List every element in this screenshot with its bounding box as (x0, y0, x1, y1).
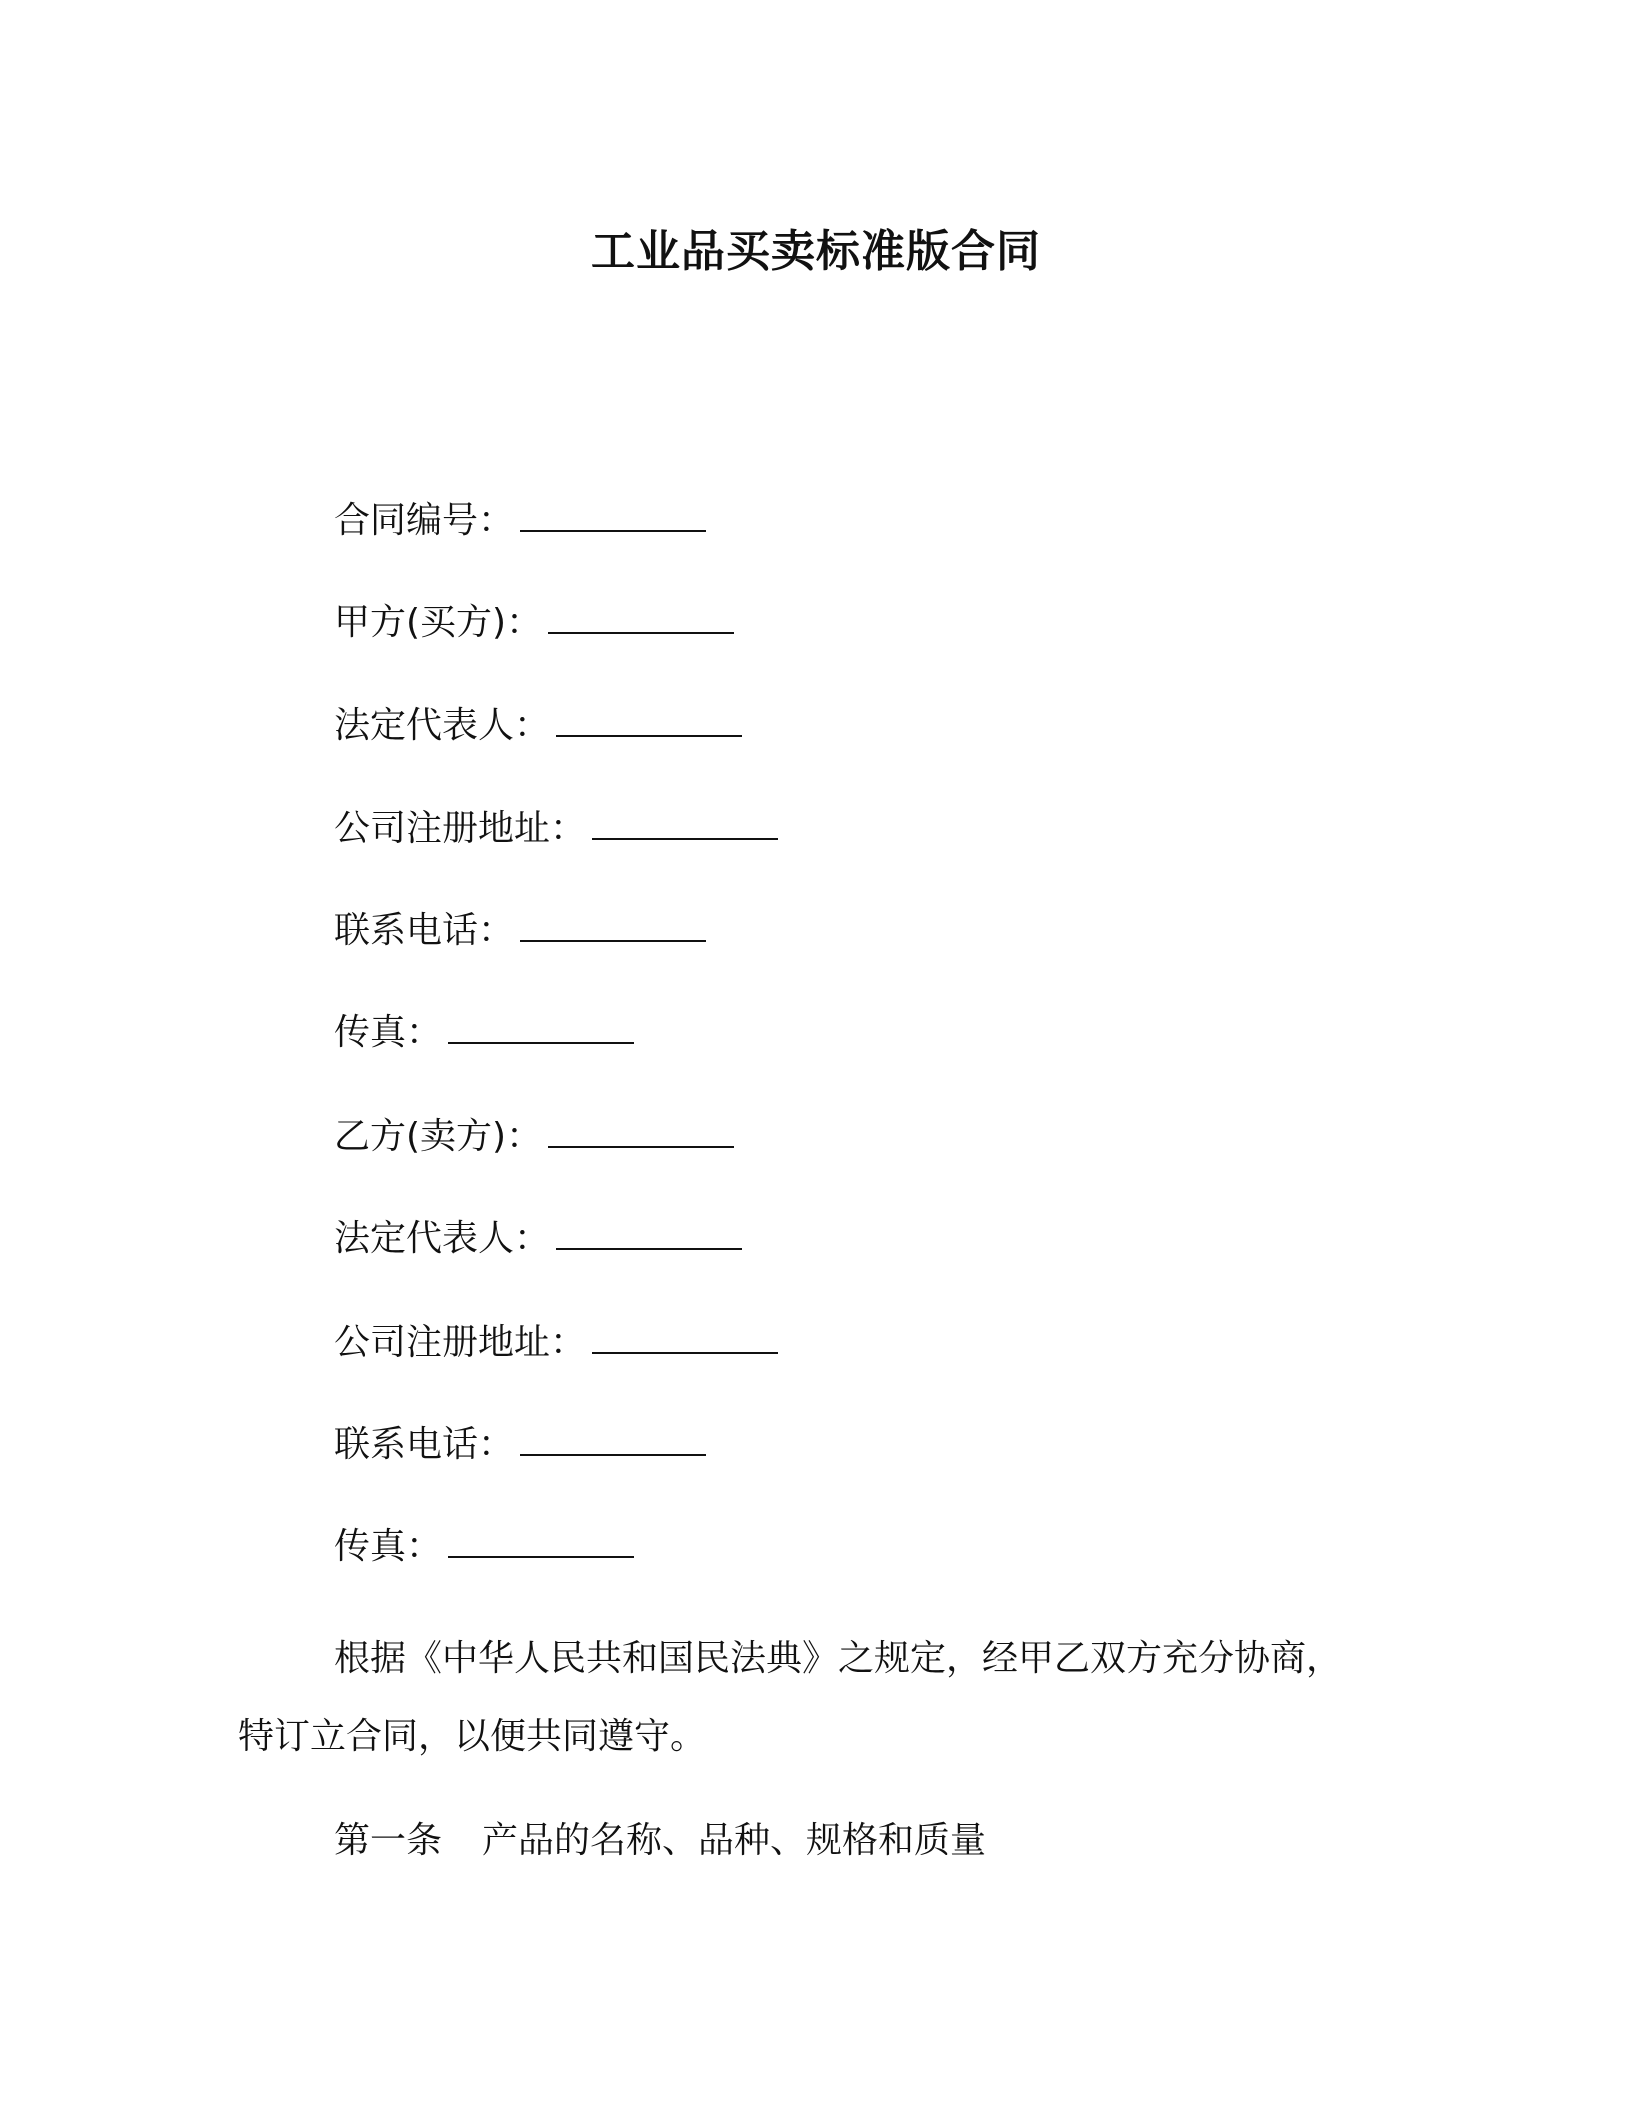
field-label: 法定代表人： (334, 705, 551, 746)
preamble-line-2: 特订立合同，以便共同遵守。 (238, 1716, 707, 1757)
fill-in-blank[interactable] (520, 1420, 706, 1456)
field-party-b (334, 1112, 734, 1162)
field-party-a-phone (334, 906, 706, 956)
field-label: 公司注册地址： (334, 808, 587, 849)
field-party-a-legal-rep (334, 701, 742, 751)
fill-in-blank[interactable] (556, 1214, 742, 1250)
field-party-a-address (334, 804, 778, 854)
field-party-b-address (334, 1318, 778, 1368)
field-label: 甲方(买方)： (334, 602, 543, 643)
field-contract-number (334, 496, 706, 546)
field-label: 联系电话： (334, 910, 515, 951)
field-label: 公司注册地址： (334, 1322, 587, 1363)
field-label: 法定代表人： (334, 1218, 551, 1259)
field-label: 传真： (334, 1012, 443, 1053)
fill-in-blank[interactable] (592, 1318, 778, 1354)
fill-in-blank[interactable] (548, 598, 734, 634)
fill-in-blank[interactable] (592, 804, 778, 840)
preamble-line-1: 根据《中华人民共和国民法典》之规定，经甲乙双方充分协商， (334, 1638, 1343, 1679)
field-label: 联系电话： (334, 1424, 515, 1465)
article-title: 产品的名称、品种、规格和质量 (482, 1820, 987, 1861)
field-party-a-fax (334, 1008, 634, 1058)
field-label: 乙方(卖方)： (334, 1116, 543, 1157)
article-number: 第一条 (334, 1820, 443, 1861)
field-party-b-phone (334, 1420, 706, 1470)
fill-in-blank[interactable] (520, 496, 706, 532)
field-party-b-legal-rep (334, 1214, 742, 1264)
field-label: 传真： (334, 1526, 443, 1567)
field-party-b-fax (334, 1522, 634, 1572)
article-1-heading (334, 1816, 986, 1866)
fill-in-blank[interactable] (448, 1522, 634, 1558)
document-title: 工业品买卖标准版合同 (591, 226, 1041, 277)
fill-in-blank[interactable] (556, 701, 742, 737)
fill-in-blank[interactable] (448, 1008, 634, 1044)
field-label: 合同编号： (334, 500, 515, 541)
field-party-a (334, 598, 734, 648)
fill-in-blank[interactable] (548, 1112, 734, 1148)
fill-in-blank[interactable] (520, 906, 706, 942)
